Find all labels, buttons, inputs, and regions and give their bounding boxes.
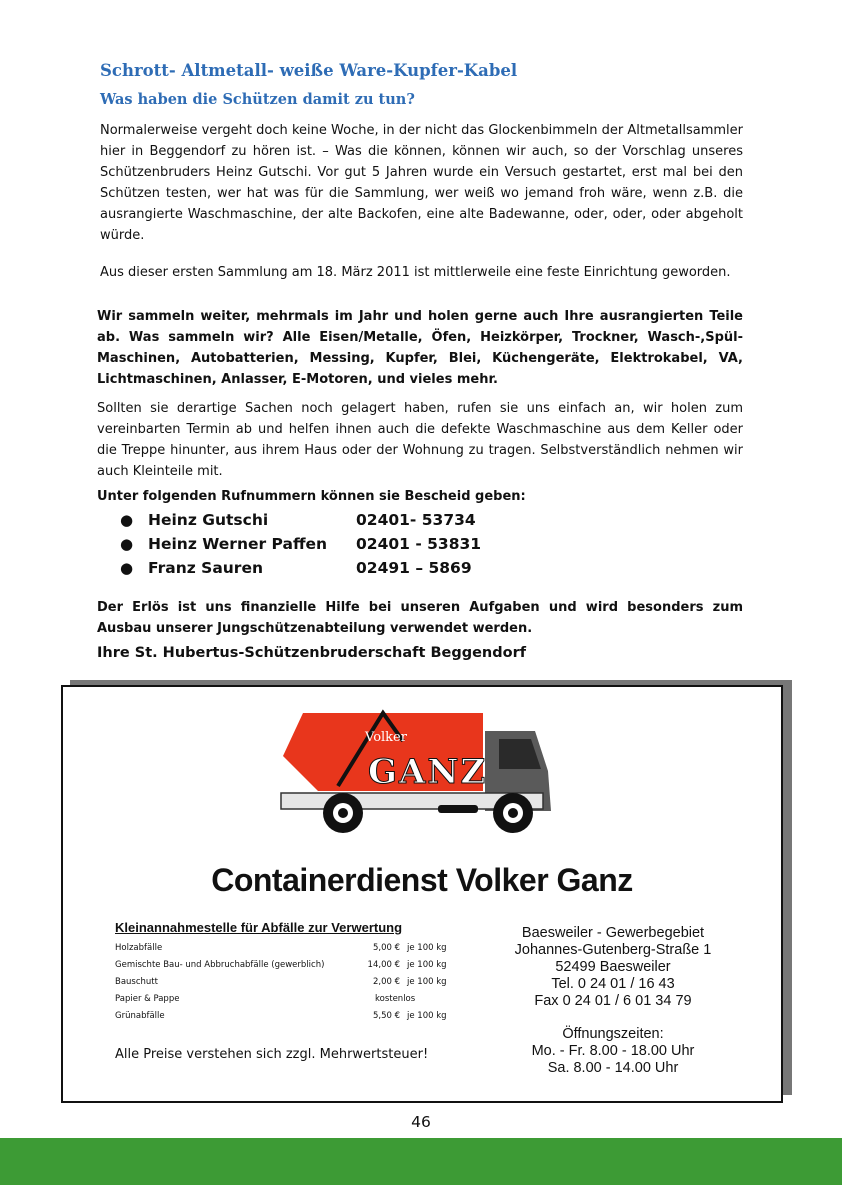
paragraph-what-we-collect: Wir sammeln weiter, mehrmals im Jahr und holen gerne auch Ihre ausrangierten Teile ab. Was sammeln wir? Alle Eisen/Metalle, Öfen, Heizkörper, Trockner, Wasch-,Spül-Maschinen, Autobatterien, Messing, Kupfer, Blei, Küchengeräte, Elektrokabel, VA, Lichtmaschinen, Anlasser, E-Motoren, und vieles mehr. xyxy=(97,309,743,387)
signature: Ihre St. Hubertus-Schützenbruderschaft Beggendorf xyxy=(97,645,527,661)
price-value: 5,00 € xyxy=(372,943,400,953)
contact-phone: 02491 – 5869 xyxy=(356,559,472,577)
price-value: kostenlos xyxy=(375,994,416,1004)
advertisement xyxy=(61,685,783,1103)
contact-name: Franz Sauren xyxy=(148,559,264,577)
truck-step xyxy=(438,805,478,813)
phones-heading: Unter folgenden Rufnummern können sie Bescheid geben: xyxy=(97,489,526,504)
price-row xyxy=(115,977,455,994)
price-unit: je 100 kg xyxy=(407,977,447,987)
article-subtitle: Was haben die Schützen damit zu tun? xyxy=(100,91,415,108)
hours-saturday: Sa. 8.00 - 14.00 Uhr xyxy=(547,1060,679,1076)
price-item: Holzabfälle xyxy=(115,943,163,953)
price-item: Bauschutt xyxy=(115,977,158,987)
price-item: Grünabfälle xyxy=(115,1011,165,1021)
logo-small-text: Volker xyxy=(365,730,407,745)
address-line: Baesweiler - Gewerbegebiet xyxy=(521,925,705,941)
paragraph-pickup-info: Sollten sie derartige Sachen noch gelagert haben, rufen sie uns einfach an, wir holen zum vereinbarten Termin ab und helfen ihnen auch die defekte Waschmaschine aus dem Keller oder die Treppe hinunter, aus ihrem Haus oder der Wohnung zu tragen. Selbstverständlich nehmen wir auch Kleinteile mit. xyxy=(97,401,743,479)
price-row xyxy=(115,943,455,960)
price-value: 2,00 € xyxy=(372,977,400,987)
fax-number: Fax 0 24 01 / 6 01 34 79 xyxy=(534,993,692,1009)
hours-weekday: Mo. - Fr. 8.00 - 18.00 Uhr xyxy=(531,1043,695,1059)
logo-big-text: GANZ xyxy=(368,752,488,792)
contact-phone: 02401 - 53831 xyxy=(356,535,482,553)
price-value: 14,00 € xyxy=(367,960,400,970)
price-item: Papier & Pappe xyxy=(115,994,180,1004)
contact-name: Heinz Werner Paffen xyxy=(148,535,328,553)
phone-number: Tel. 0 24 01 / 16 43 xyxy=(551,976,675,992)
contact-name: Heinz Gutschi xyxy=(148,511,269,529)
address-line: 52499 Baesweiler xyxy=(555,959,671,975)
price-value: 5,50 € xyxy=(372,1011,400,1021)
vat-note: Alle Preise verstehen sich zzgl. Mehrwertsteuer! xyxy=(115,1047,429,1062)
price-unit: je 100 kg xyxy=(407,1011,447,1021)
paragraph-first-collection: Aus dieser ersten Sammlung am 18. März 2011 ist mittlerweile eine feste Einrichtung geworden. xyxy=(100,265,731,280)
page-number: 46 xyxy=(411,1113,431,1131)
bullet-icon: ● xyxy=(120,511,134,529)
price-unit: je 100 kg xyxy=(407,960,447,970)
price-row xyxy=(115,1011,455,1028)
address-line: Johannes-Gutenberg-Straße 1 xyxy=(514,942,712,958)
ad-heading: Containerdienst Volker Ganz xyxy=(211,862,633,898)
bullet-icon: ● xyxy=(120,559,134,577)
price-heading: Kleinannahmestelle für Abfälle zur Verwertung xyxy=(115,920,403,935)
price-row xyxy=(115,994,455,1011)
price-table xyxy=(115,943,455,1028)
price-item: Gemischte Bau- und Abbruchabfälle (gewerblich) xyxy=(115,960,325,970)
bullet-icon: ● xyxy=(120,535,134,553)
company-address xyxy=(463,925,763,1077)
hours-label: Öffnungszeiten: xyxy=(562,1026,664,1042)
price-unit: je 100 kg xyxy=(407,943,447,953)
article-title: Schrott- Altmetall- weiße Ware-Kupfer-Kabel xyxy=(100,61,518,80)
contact-phone: 02401- 53734 xyxy=(356,511,476,529)
price-row xyxy=(115,960,455,977)
truck-logo-icon xyxy=(273,701,573,851)
footer-bar xyxy=(0,1138,842,1185)
paragraph-intro: Normalerweise vergeht doch keine Woche, in der nicht das Glockenbimmeln der Altmetallsammler hier in Beggendorf zu hören ist. – Was die können, können wir auch, so der Vorschlag unseres Schützenbruders Heinz Gutschi. Vor gut 5 Jahren wurde ein Versuch gestartet, erst mal bei den Schützen testen, wer hat was für die Sammlung, wer weiß wo jemand froh wäre, wenn z.B. die ausrangierte Waschmaschine, der alte Backofen, eine alte Badewanne, oder, oder, oder abgeholt würde. xyxy=(100,123,743,243)
paragraph-proceeds: Der Erlös ist uns finanzielle Hilfe bei unseren Aufgaben und wird besonders zum Ausbau unserer Jungschützenabteilung verwendet werden. xyxy=(97,600,743,636)
